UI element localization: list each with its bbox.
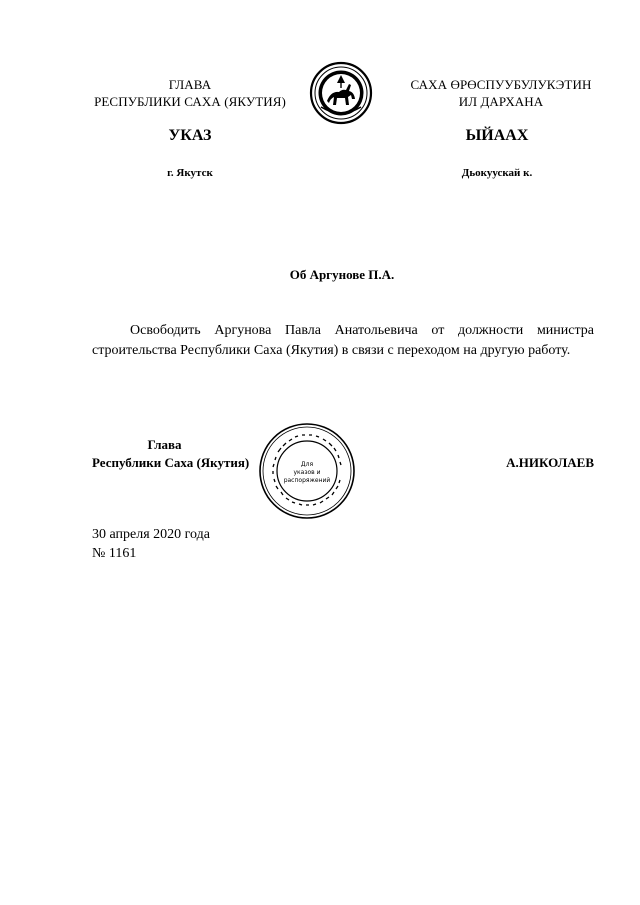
decree-date: 30 апреля 2020 года — [92, 527, 210, 542]
city-russian: г. Якутск — [167, 167, 213, 179]
header-left-line2: РЕСПУБЛИКИ САХА (ЯКУТИЯ) — [94, 94, 286, 109]
signature-name: А.НИКОЛАЕВ — [506, 455, 594, 470]
header-left-line1: ГЛАВА — [168, 77, 212, 92]
header-right-line1: САХА ӨРӨСПУУБУЛУКЭТИН — [410, 77, 592, 92]
decree-number: № 1161 — [92, 546, 137, 561]
city-sakha: Дьокуускай к. — [461, 167, 533, 179]
signature-role-line1: Глава — [147, 437, 182, 452]
decree-subject: Об Аргунове П.А. — [289, 267, 395, 282]
seal-inner-line1: Для — [300, 461, 314, 468]
seal-inner-line3: распоряжений — [283, 477, 331, 484]
header-left-block — [70, 76, 310, 110]
decree-body: Освободить Аргунова Павла Анатольевича от должности министра строительства Республики Саха (Якутия) в связи с переходом на другую работу. — [92, 323, 594, 358]
title-russian: УКАЗ — [168, 127, 212, 144]
signature-role-line2: Республики Саха (Якутия) — [92, 455, 250, 470]
header-right-line2: ИЛ ДАРХАНА — [458, 94, 544, 109]
official-seal-icon — [258, 422, 356, 520]
title-sakha: ЫЙААХ — [465, 127, 529, 144]
coat-of-arms-icon — [309, 61, 373, 125]
header-right-block — [390, 76, 612, 110]
seal-inner-line2: указов и — [293, 469, 321, 476]
